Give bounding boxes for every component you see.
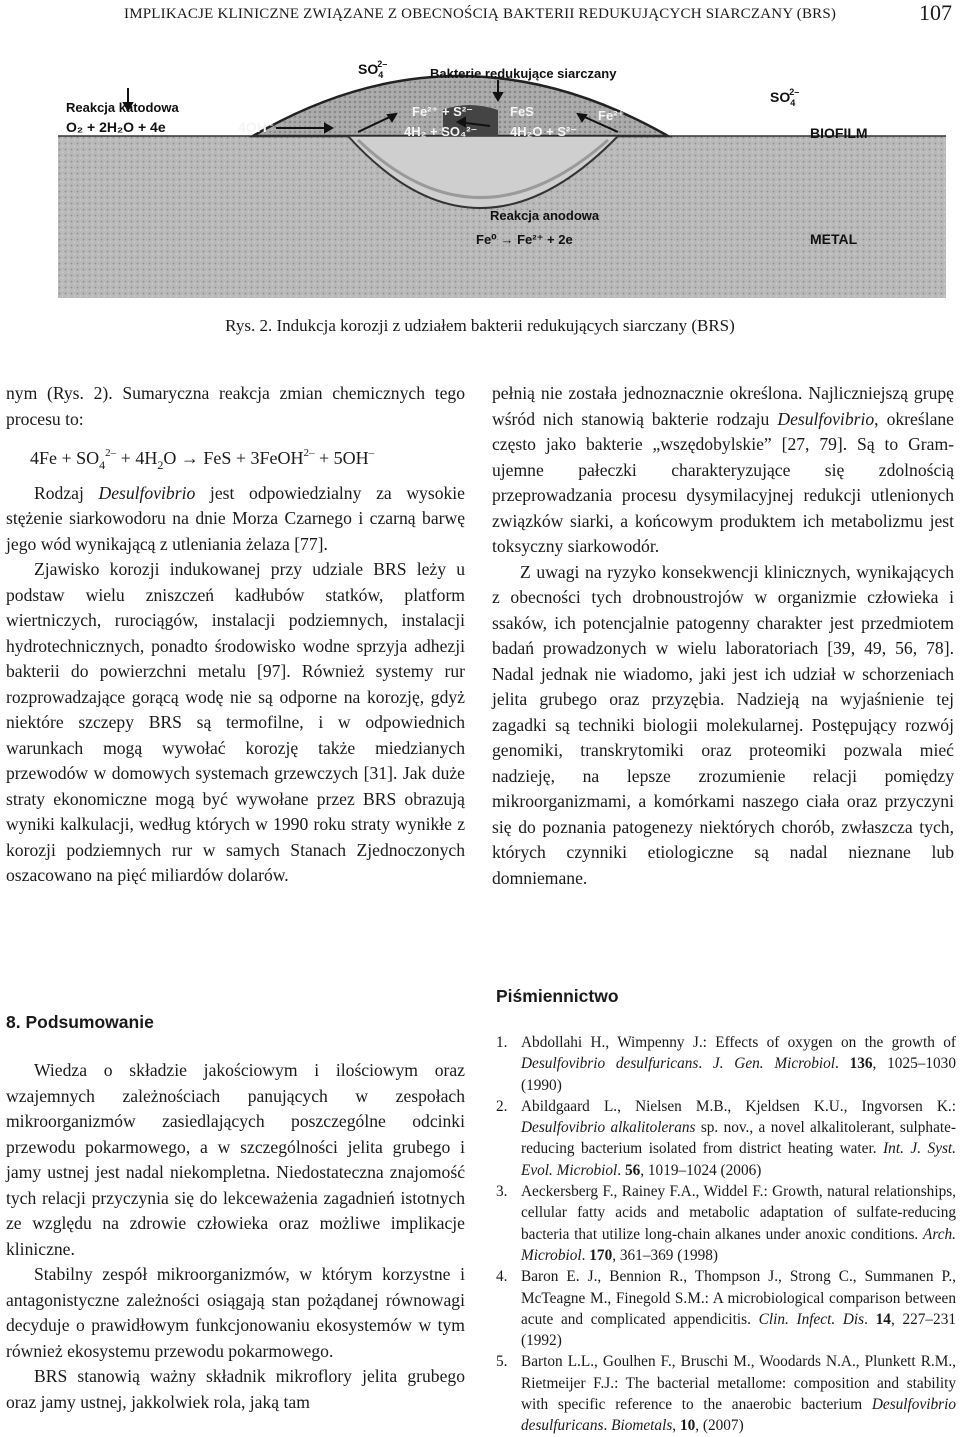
cathode-equation: O₂ + 2H₂O + 4e: [66, 119, 166, 135]
corrosion-figure: [58, 40, 946, 298]
reference-item: 4. Baron E. J., Bennion R., Thompson J., Strong C., Summanen P., McTeagne M., Finegold S.M.: A microbiological comparison between acute and complicated appendicitis. Clin. Infect. Dis. 14, 227–231 (1992): [496, 1268, 956, 1350]
anode-equation: Fe⁰ → Fe²⁺ + 2e: [476, 232, 573, 247]
reference-list: [496, 1032, 956, 1437]
right-paragraph-2: Z uwagi na ryzyko konsekwencji klinicznych, wynikających z obecności tych drobnoustrojów w organizmie człowieka i ssaków, ich potencjalnie patogenny charakter jest przedmiotem badań prowadzonych w wielu laboratoriach [39, 49, 56, 78]. Nadal jednak nie wiadomo, jaki jest ich udział w schorzeniach jelita grubego oraz przyzębia. Nadzieją na wyjaśnienie tej zagadki są techniki biologii molekularnej. Postępujący rozwój genomiki, transkrytomiki oraz proteomiki pozwala mieć nadzieję, na lepsze zrozumienie relacji pomiędzy mikroorganizmami, a komórkami naszego ciała oraz przyczyni się do poznania patogenezy niektórych chorób, zwłaszcza tych, których czynniki etiologiczne są nadal nieznane lub domniemane.: [492, 561, 954, 888]
left-paragraph-3: Zjawisko korozji indukowanej przy udziale BRS leży u podstaw wielu zniszczeń kadłubów statków, platform wiertniczych, rurociągów, instalacji podziemnych, instalacji hydrotechnicznych, ponadto środowisko wodne sprzyja adhezji bakterii do powierzchni metalu [97]. Również systemy rur rozprowadzające gorącą wodę nie są odporne na korozję, gdyż niektóre szczepy BRS są termofilne, i w odpowiednich warunkach mogą wywołać korozję także miedzianych przewodów w domowych systemach grzewczych [31]. Jak duże straty ekonomiczne mogą być wywołane przez BRS obrazują wyniki kalkulacji, według których w 1990 roku straty wynikłe z korozji podziemnych rur w samych Stanach Zjednoczonych oszacowano na pięć miliardów dolarów.: [6, 559, 465, 885]
reference-item: 2. Abildgaard L., Nielsen M.B., Kjeldsen K.U., Ingvorsen K.: Desulfovibrio alkalitolerans sp. nov., a novel alkalitolerant, sulphate-reducing bacterium isolated from district heating water. Int. J. Syst. Evol. Microbiol. 56, 1019–1024 (2006): [496, 1097, 957, 1179]
cathode-title: Reakcja katodowa: [66, 100, 179, 115]
page-header: [0, 0, 960, 40]
anode-title: Reakcja anodowa: [490, 208, 600, 223]
references-heading: Piśmiennictwo: [496, 986, 619, 1006]
left-paragraph-1: nym (Rys. 2). Sumaryczna reakcja zmian chemicznych tego procesu to:: [6, 383, 465, 429]
right-paragraph-1: pełnią nie została jednoznacznie określona. Najliczniejszą grupę wśród nich stanowią bakterie rodzaju Desulfovibrio, określane często jako bakterie „wszędobylskie” [27, 79]. Są to Gram-ujemne pałeczki charakteryzujące się zdolnością przeprowadzania procesu dysymilacyjnej redukcji utlenionych związków siarki, a końcowym produktem ich metabolizmu jest toksyczny siarkowodór.: [492, 383, 954, 556]
summary-paragraph-3: BRS stanowią ważny składnik mikroflory jelita grubego oraz jamy ustnej, jakkolwiek rola, jaką tam: [6, 1366, 465, 1412]
bacteria-label: Bakterie redukujące siarczany: [430, 66, 617, 81]
summary-column: [6, 1058, 465, 1415]
running-title: IMPLIKACJE KLINICZNE ZWIĄZANE Z OBECNOŚCIĄ BAKTERII REDUKUJĄCYCH SIARCZANY (BRS): [124, 6, 837, 22]
metal-label: METAL: [810, 231, 858, 247]
figure-caption: Rys. 2. Indukcja korozji z udziałem bakterii redukujących siarczany (BRS): [225, 316, 735, 335]
so4-left-label: $SO_42-$: [358, 59, 388, 80]
left-column: [6, 381, 465, 889]
center-label-e: Fe²⁺: [598, 108, 625, 123]
corrosion-diagram: [58, 40, 946, 298]
center-label-b: 4H₂ + SO₄²⁻: [404, 124, 478, 139]
reference-item: 1. Abdollahi H., Wimpenny J.: Effects of oxygen on the growth of Desulfovibrio desulfuricans. J. Gen. Microbiol. 136, 1025–1030 (1990): [496, 1034, 956, 1094]
section-heading: 8. Podsumowanie: [6, 1012, 154, 1032]
reaction-equation: $4Fe + SO_4^{2-} + 4H_2O$ → FeS + 3FeOH$^{2-}$ + 5OH–: [30, 447, 375, 472]
summary-paragraph-1: Wiedza o składzie jakościowym i ilościowym oraz wzajemnych zależnościach panujących w zespołach mikroorganizmów zasiedlających poszczególne odcinki przewodu pokarmowego, a w szczególności jelita grubego i jamy ustnej jest nadal niekompletna. Niedostateczna znajomość tych relacji przyczynia się do lekceważenia zagadnień istotnych ze względu na zdrowie człowieka oraz możliwe implikacje kliniczne.: [6, 1060, 465, 1259]
reference-item: 3. Aeckersberg F., Rainey F.A., Widdel F.: Growth, natural relationships, cellular fatty acids and metabolic adaptation of sulfate-reducing bacteria that utilize long-chain alkanes under anoxic conditions. Arch. Microbiol. 170, 361–369 (1998): [496, 1183, 956, 1264]
center-label-a: Fe²⁺ + S²⁻: [412, 104, 474, 119]
page-number: 107: [919, 0, 952, 25]
right-column: [492, 381, 954, 891]
biofilm-label: BIOFILM: [810, 125, 868, 141]
hydroxide-label: 4OH⁻: [238, 119, 275, 135]
summary-paragraph-2: Stabilny zespół mikroorganizmów, w którym korzystne i antagonistyczne zależności osiągają stan pożądanej równowagi decyduje o prawidłowym funkcjonowaniu ekosystemów w tym również ekosystemu przewodu pokarmowego.: [6, 1264, 465, 1361]
so4-right-label: $SO_42-$: [770, 87, 800, 108]
center-label-d: 4H₂O + S²⁻: [510, 124, 578, 139]
left-paragraph-2: Rodzaj Desulfovibrio jest odpowiedzialny za wysokie stężenie siarkowodoru na dnie Morza Czarnego i czarną barwę jego wód wynikającą z utleniania żelaza [77].: [6, 482, 465, 554]
reference-item: 5. Barton L.L., Goulhen F., Bruschi M., Woodards N.A., Plunkett R.M., Rietmeijer F.J.: The bacterial metallome: composition and stability with specific reference to the anaerobic bacterium Desulfovibrio desulfuricans. Biometals, 10, (2007): [496, 1353, 956, 1435]
center-label-c: FeS: [510, 104, 534, 119]
